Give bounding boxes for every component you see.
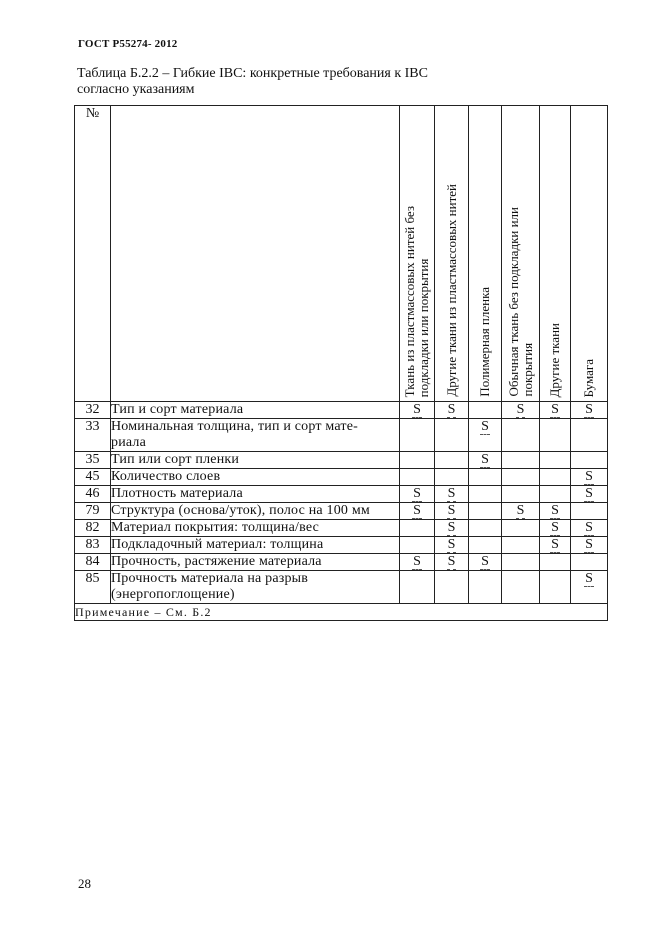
row-description: Номинальная толщина, тип и сорт мате- риала xyxy=(111,419,400,452)
column-header-text: Другие ткани из пластмассовых нитей xyxy=(443,184,459,397)
requirement-cell xyxy=(571,402,608,419)
table-note: Примечание – См. Б.2 xyxy=(75,604,608,621)
requirement-mark: S xyxy=(447,537,456,552)
column-header-text: Ткань из пластмассовых нитей без подкладки или покрытия xyxy=(402,205,431,397)
requirement-cell xyxy=(540,419,571,452)
row-number: 45 xyxy=(75,469,111,486)
row-number: 35 xyxy=(75,452,111,469)
requirement-mark: S xyxy=(447,520,456,535)
requirement-mark: S xyxy=(516,402,525,417)
column-header-text: Бумага xyxy=(581,358,596,397)
requirement-cell xyxy=(502,537,540,554)
requirement-cell xyxy=(540,571,571,604)
requirement-cell xyxy=(435,537,469,554)
row-description: Количество слоев xyxy=(111,469,400,486)
caption-line-2: согласно указаниям xyxy=(77,82,195,97)
requirement-cell xyxy=(540,469,571,486)
requirement-cell xyxy=(502,402,540,419)
requirement-cell xyxy=(400,571,435,604)
row-number: 85 xyxy=(75,571,111,604)
requirement-mark: S xyxy=(413,554,421,569)
description-column-header xyxy=(111,106,400,402)
requirement-cell xyxy=(502,554,540,571)
requirement-mark: S xyxy=(585,402,593,417)
row-number: 83 xyxy=(75,537,111,554)
requirement-mark: S xyxy=(516,503,525,518)
requirement-mark: S xyxy=(551,402,559,417)
requirement-cell xyxy=(435,419,469,452)
row-description: Прочность, растяжение материала xyxy=(111,554,400,571)
requirement-cell xyxy=(571,419,608,452)
requirement-cell xyxy=(469,486,502,503)
table-body xyxy=(75,402,608,604)
row-description: Тип и сорт материала xyxy=(111,402,400,419)
requirement-cell xyxy=(400,486,435,503)
column-header xyxy=(435,106,469,402)
requirement-cell xyxy=(469,419,502,452)
row-number: 46 xyxy=(75,486,111,503)
requirement-cell xyxy=(571,554,608,571)
requirement-cell xyxy=(400,452,435,469)
column-header xyxy=(540,106,571,402)
requirement-cell xyxy=(571,520,608,537)
row-description: Структура (основа/уток), полос на 100 мм xyxy=(111,503,400,520)
table-row xyxy=(75,554,608,571)
table-row xyxy=(75,486,608,503)
requirement-mark: S xyxy=(413,402,421,417)
requirement-mark: S xyxy=(585,486,593,501)
requirement-mark: S xyxy=(447,486,456,501)
requirement-cell xyxy=(502,452,540,469)
table-row xyxy=(75,503,608,520)
requirement-mark: S xyxy=(585,537,593,552)
document-code: ГОСТ Р55274- 2012 xyxy=(78,38,178,50)
column-header-text: Обычная ткань без подкладки или покрытия xyxy=(505,207,535,397)
requirement-cell xyxy=(435,452,469,469)
requirement-cell xyxy=(540,520,571,537)
requirement-cell xyxy=(469,402,502,419)
requirement-mark: S xyxy=(481,452,489,467)
requirement-cell xyxy=(469,452,502,469)
row-description: Плотность материала xyxy=(111,486,400,503)
requirement-cell xyxy=(571,486,608,503)
requirements-table xyxy=(74,105,608,621)
requirement-cell xyxy=(435,520,469,537)
requirement-cell xyxy=(469,571,502,604)
requirement-cell xyxy=(502,503,540,520)
table-row xyxy=(75,520,608,537)
column-header xyxy=(571,106,608,402)
requirement-cell xyxy=(400,419,435,452)
requirement-cell xyxy=(502,486,540,503)
table-row xyxy=(75,402,608,419)
row-description: Материал покрытия: толщина/вес xyxy=(111,520,400,537)
requirement-cell xyxy=(571,503,608,520)
requirement-mark: S xyxy=(551,503,559,518)
requirement-cell xyxy=(502,419,540,452)
requirement-cell xyxy=(435,469,469,486)
requirement-cell xyxy=(502,469,540,486)
requirement-mark: S xyxy=(481,419,489,434)
requirement-cell xyxy=(540,503,571,520)
requirement-cell xyxy=(571,469,608,486)
column-header xyxy=(469,106,502,402)
requirement-mark: S xyxy=(413,503,421,518)
row-description: Тип или сорт пленки xyxy=(111,452,400,469)
row-description: Прочность материала на разрыв (энергопоглощение) xyxy=(111,571,400,604)
row-number: 84 xyxy=(75,554,111,571)
requirement-mark: S xyxy=(447,402,456,417)
requirement-mark: S xyxy=(481,554,489,569)
requirement-mark: S xyxy=(447,554,456,569)
requirement-mark: S xyxy=(585,469,593,484)
row-number: 33 xyxy=(75,419,111,452)
requirement-cell xyxy=(400,554,435,571)
column-header-text: Другие ткани xyxy=(547,322,562,397)
requirement-cell xyxy=(400,537,435,554)
row-number: 79 xyxy=(75,503,111,520)
requirement-mark: S xyxy=(585,571,593,586)
column-header xyxy=(400,106,435,402)
requirement-cell xyxy=(571,537,608,554)
page-number: 28 xyxy=(78,876,91,891)
requirement-cell xyxy=(435,402,469,419)
caption-line-1: Таблица Б.2.2 – Гибкие IBC: конкретные требования к IBC xyxy=(77,66,428,81)
requirement-cell xyxy=(540,486,571,503)
column-header xyxy=(502,106,540,402)
table-row xyxy=(75,419,608,452)
requirement-cell xyxy=(540,402,571,419)
number-column-header: № xyxy=(75,106,111,402)
requirement-cell xyxy=(400,520,435,537)
note-row xyxy=(75,604,608,621)
requirement-cell xyxy=(571,452,608,469)
requirement-cell xyxy=(435,571,469,604)
column-header-text: Полимерная пленка xyxy=(477,287,492,397)
row-number: 32 xyxy=(75,402,111,419)
requirement-cell xyxy=(469,554,502,571)
table-header-row xyxy=(75,106,608,402)
table-row xyxy=(75,452,608,469)
table-row xyxy=(75,469,608,486)
requirement-cell xyxy=(435,554,469,571)
requirement-cell xyxy=(469,520,502,537)
table-caption xyxy=(77,66,617,98)
requirement-cell xyxy=(435,486,469,503)
requirement-cell xyxy=(400,503,435,520)
table-row xyxy=(75,571,608,604)
requirement-cell xyxy=(469,469,502,486)
requirement-mark: S xyxy=(551,537,559,552)
requirement-cell xyxy=(540,452,571,469)
requirement-mark: S xyxy=(585,520,593,535)
requirement-mark: S xyxy=(413,486,421,501)
requirement-cell xyxy=(469,537,502,554)
requirement-cell xyxy=(540,554,571,571)
requirement-cell xyxy=(435,503,469,520)
requirement-cell xyxy=(400,402,435,419)
requirement-cell xyxy=(502,520,540,537)
requirement-cell xyxy=(400,469,435,486)
row-number: 82 xyxy=(75,520,111,537)
requirement-mark: S xyxy=(551,520,559,535)
requirement-cell xyxy=(540,537,571,554)
requirement-cell xyxy=(571,571,608,604)
table-row xyxy=(75,537,608,554)
requirement-mark: S xyxy=(447,503,456,518)
requirement-cell xyxy=(469,503,502,520)
row-description: Подкладочный материал: толщина xyxy=(111,537,400,554)
requirement-cell xyxy=(502,571,540,604)
